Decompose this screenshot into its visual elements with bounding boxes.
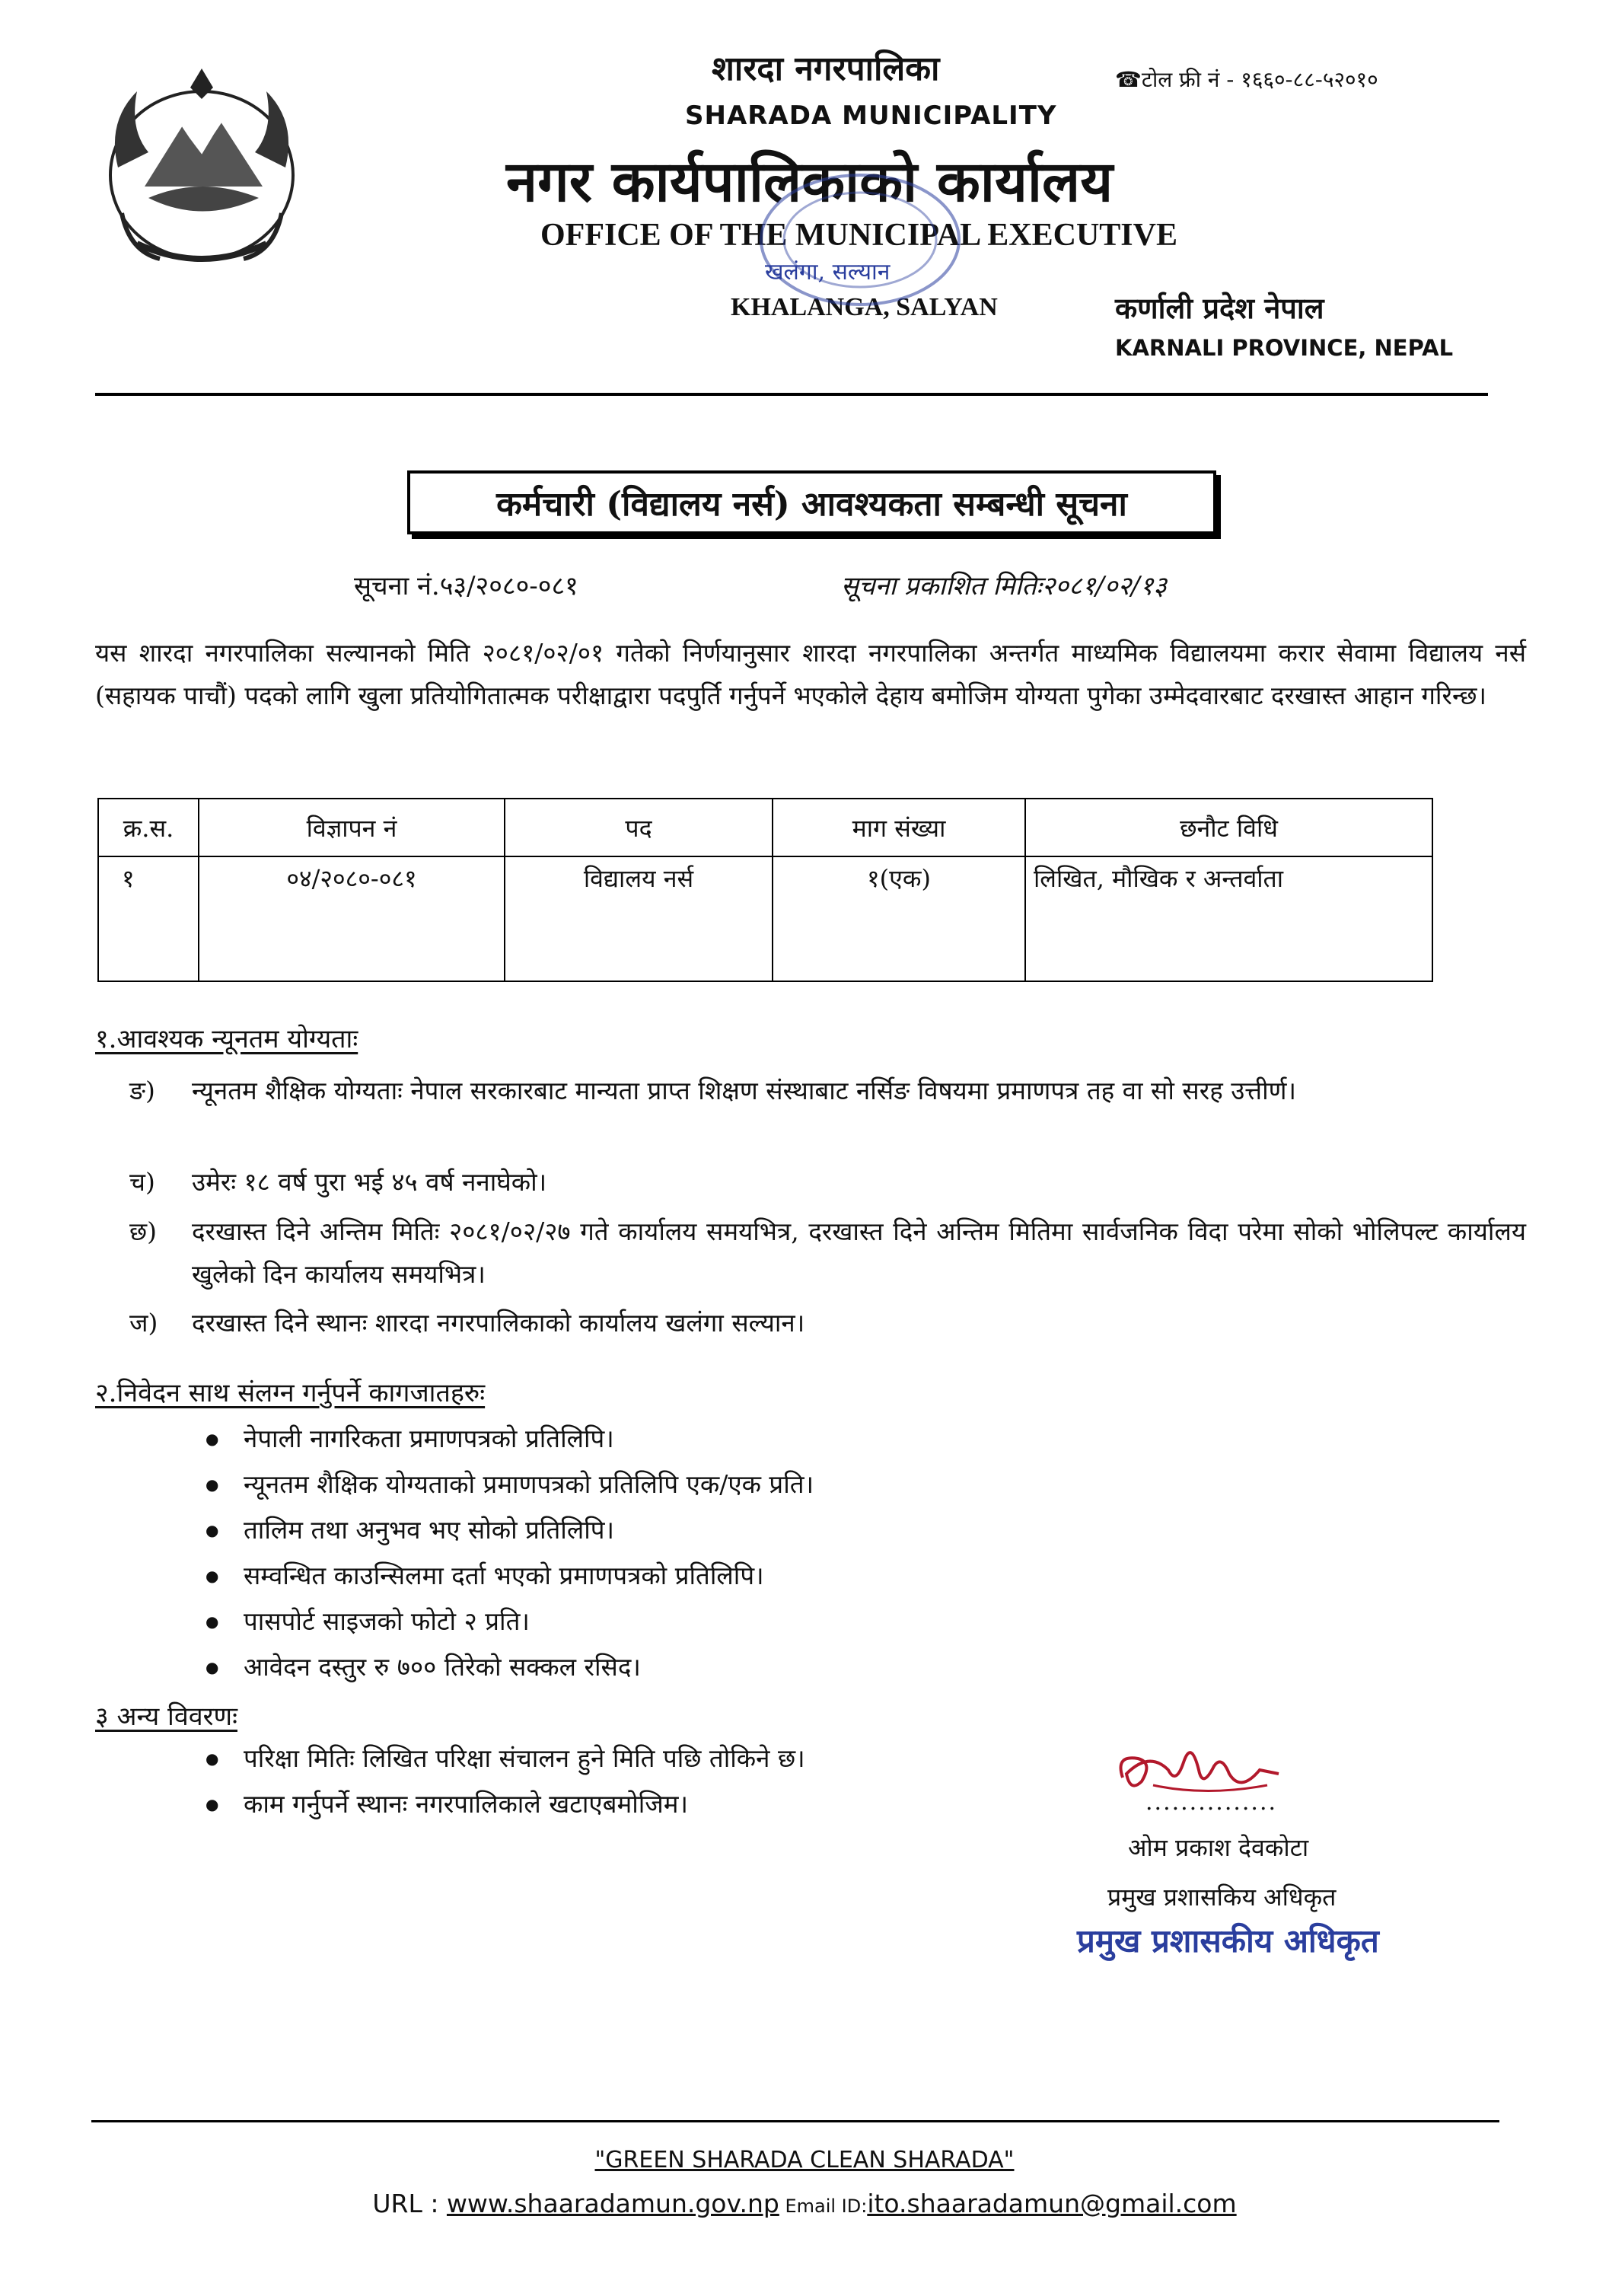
- item-label: ङ): [129, 1076, 155, 1105]
- municipality-name-en: SHARADA MUNICIPALITY: [685, 100, 1057, 131]
- header-divider: [95, 393, 1488, 396]
- qualification-item: [129, 1070, 1526, 1112]
- item-text: उमेरः १८ वर्ष पुरा भई ४५ वर्ष ननाघेको।: [192, 1167, 547, 1197]
- table-cell: लिखित, मौखिक र अन्तर्वाता: [1025, 856, 1432, 981]
- list-item: ● नेपाली नागरिकता प्रमाणपत्रको प्रतिलिपि।: [206, 1416, 814, 1462]
- province-np: कर्णाली प्रदेश नेपाल: [1115, 291, 1324, 325]
- intro-paragraph: यस शारदा नगरपालिका सल्यानको मिति २०८१/०२/०१ गतेको निर्णयानुसार शारदा नगरपालिका अन्तर्गत माध्यमिक विद्यालयमा करार सेवामा विद्यालय नर्स (सहायक पाचौं) पदको लागि खुला प्रतियोगितात्मक परीक्षाद्वारा पदपुर्ति गर्नुपर्ने भएकोले देहाय बमोजिम योग्यता पुगेका उम्मेदवारबाट दरखास्त आहान गरिन्छ।: [95, 638, 1526, 710]
- list-item: ● आवेदन दस्तुर रु ७०० तिरेको सक्कल रसिद।: [206, 1644, 814, 1690]
- table-cell: १(एक): [773, 856, 1025, 981]
- notice-number: सूचना नं.५३/२०८०-०८१: [354, 571, 578, 601]
- table-header-cell: माग संख्या: [773, 799, 1025, 856]
- table-cell: १: [98, 856, 199, 981]
- nepal-emblem-icon: [76, 53, 327, 282]
- section-heading-other-details: ३ अन्य विवरणः: [95, 1701, 237, 1732]
- table-cell: ०४/२०८०-०८१: [199, 856, 505, 981]
- item-text: दरखास्त दिने स्थानः शारदा नगरपालिकाको कार्यालय खलंगा सल्यान।: [192, 1308, 805, 1338]
- url-label: URL :: [372, 2189, 447, 2218]
- qualification-item: [129, 1302, 1526, 1344]
- item-label: च): [129, 1167, 155, 1197]
- email-link[interactable]: ito.shaaradamun@gmail.com: [867, 2189, 1237, 2218]
- place-en: KHALANGA, SALYAN: [731, 293, 998, 321]
- vacancy-table: [97, 798, 1433, 982]
- municipality-name-np: शारदा नगरपालिका: [712, 49, 940, 88]
- office-stamp-icon: [731, 167, 967, 320]
- table-header-cell: छनौट विधि: [1025, 799, 1432, 856]
- footer-divider: [91, 2120, 1499, 2122]
- section-heading-qualification: १.आवश्यक न्यूनतम योग्यताः: [95, 1024, 358, 1054]
- table-header-cell: क्र.स.: [98, 799, 199, 856]
- notice-title: कर्मचारी (विद्यालय नर्स) आवश्यकता सम्बन्धी सूचना: [496, 485, 1127, 524]
- footer-slogan: "GREEN SHARADA CLEAN SHARADA": [594, 2147, 1015, 2173]
- table-header-row: [98, 799, 1432, 856]
- signatory-title: प्रमुख प्रशासकिय अधिकृत: [1107, 1883, 1337, 1912]
- table-header-cell: पद: [505, 799, 773, 856]
- place-np: खलंगा, सल्यान: [765, 259, 891, 285]
- list-item: ● सम्वन्धित काउन्सिलमा दर्ता भएको प्रमाणपत्रको प्रतिलिपि।: [206, 1553, 814, 1599]
- qualification-item: [129, 1161, 1526, 1204]
- item-text: न्यूनतम शैक्षिक योग्यताः नेपाल सरकारबाट मान्यता प्राप्त शिक्षण संस्थाबाट नर्सिङ विषयमा प्रमाणपत्र तह वा सो सरह उत्तीर्ण।: [192, 1076, 1297, 1105]
- notice-title-box: [407, 470, 1216, 534]
- signatory-name: ओम प्रकाश देवकोटा: [1128, 1833, 1309, 1862]
- list-item: ● न्यूनतम शैक्षिक योग्यताको प्रमाणपत्रको प्रतिलिपि एक/एक प्रति।: [206, 1462, 814, 1507]
- documents-list: [206, 1416, 814, 1690]
- office-name-en: OFFICE OF THE MUNICIPAL EXECUTIVE: [540, 218, 1177, 253]
- section-heading-documents: २.निवेदन साथ संलग्न गर्नुपर्ने कागजातहरुः: [95, 1378, 486, 1408]
- website-link[interactable]: www.shaaradamun.gov.np: [446, 2189, 779, 2218]
- other-details-list: [206, 1736, 805, 1827]
- office-name-np: नगर कार्यपालिकाको कार्यालय: [506, 149, 1114, 215]
- item-label: ज): [129, 1308, 158, 1338]
- item-label: छ): [129, 1217, 158, 1246]
- footer-contact: [0, 2189, 1609, 2218]
- signature-line: ...............: [1145, 1789, 1278, 1816]
- list-item: ● परिक्षा मितिः लिखित परिक्षा संचालन हुने मिति पछि तोकिने छ।: [206, 1736, 805, 1781]
- province-en: KARNALI PROVINCE, NEPAL: [1115, 335, 1454, 361]
- table-cell: विद्यालय नर्स: [505, 856, 773, 981]
- email-label: Email ID:: [779, 2196, 868, 2217]
- signatory-stamp: प्रमुख प्रशासकीय अधिकृत: [1077, 1922, 1379, 1960]
- table-row: [98, 856, 1432, 981]
- item-text: दरखास्त दिने अन्तिम मितिः २०८१/०२/२७ गते कार्यालय समयभित्र, दरखास्त दिने अन्तिम मितिमा सार्वजनिक विदा परेमा सोको भोलिपल्ट कार्यालय खुलेको दिन कार्यालय समयभित्र।: [192, 1217, 1526, 1289]
- list-item: ● तालिम तथा अनुभव भए सोको प्रतिलिपि।: [206, 1507, 814, 1553]
- table-header-cell: विज्ञापन नं: [199, 799, 505, 856]
- qualification-item: [129, 1210, 1526, 1296]
- toll-free-number: ☎टोल फ्री नं - १६६०-८८-५२०१०: [1115, 67, 1378, 92]
- list-item: ● पासपोर्ट साइजको फोटो २ प्रति।: [206, 1599, 814, 1644]
- notice-published-date: सूचना प्रकाशित मितिः२०८१/०२/१३: [841, 571, 1167, 601]
- list-item: ● काम गर्नुपर्ने स्थानः नगरपालिकाले खटाएबमोजिम।: [206, 1781, 805, 1827]
